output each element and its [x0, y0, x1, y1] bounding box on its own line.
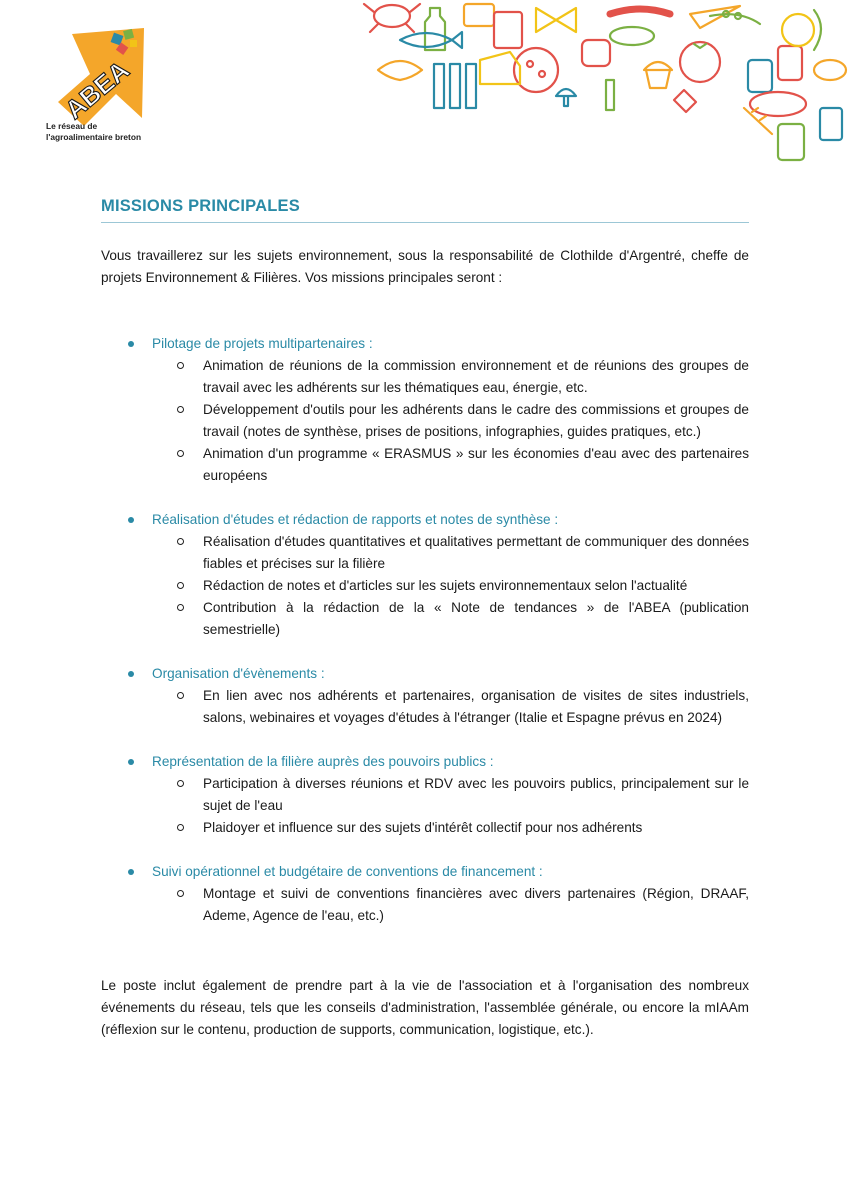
- mission-item: Développement d'outils pour les adhérents dans le cadre des commissions et groupes de travail (notes de synthèse, prises de positions, infographies, guides pratiques, etc.): [101, 399, 749, 443]
- mission-item: Plaidoyer et influence sur des sujets d'intérêt collectif pour nos adhérents: [101, 817, 749, 839]
- circle-bullet-icon: [177, 450, 184, 457]
- mission-title: Pilotage de projets multipartenaires :: [101, 333, 749, 355]
- mission-item: Animation d'un programme « ERASMUS » sur les économies d'eau avec des partenaires européens: [101, 443, 749, 487]
- bullet-icon: [128, 759, 134, 765]
- circle-bullet-icon: [177, 692, 184, 699]
- circle-bullet-icon: [177, 890, 184, 897]
- logo-text: ABEA: [59, 54, 135, 125]
- circle-bullet-icon: [177, 538, 184, 545]
- mission-item: Contribution à la rédaction de la « Note de tendances » de l'ABEA (publication semestrielle): [101, 597, 749, 641]
- circle-bullet-icon: [177, 780, 184, 787]
- closing-paragraph: Le poste inclut également de prendre part à la vie de l'association et à l'organisation des nombreux événements du réseau, tels que les conseils d'administration, l'assemblée générale, ou encore la mIAAm (réflexion sur le contenu, production de supports, communication, logistique, etc.).: [101, 978, 749, 1037]
- mission-title: Organisation d'évènements :: [101, 663, 749, 685]
- intro-paragraph: Vous travaillerez sur les sujets environnement, sous la responsabilité de Clothilde d'Argentré, cheffe de projets Environnement & Filières. Vos missions principales seront :: [101, 248, 749, 285]
- bullet-icon: [128, 517, 134, 523]
- bullet-icon: [128, 671, 134, 677]
- circle-bullet-icon: [177, 824, 184, 831]
- food-illustration-icon: [360, 0, 849, 172]
- circle-bullet-icon: [177, 604, 184, 611]
- mission-item: Réalisation d'études quantitatives et qualitatives permettant de communiquer des données fiables et précises sur la filière: [101, 531, 749, 575]
- mission-title: Réalisation d'études et rédaction de rapports et notes de synthèse :: [101, 509, 749, 531]
- section-heading: MISSIONS PRINCIPALES: [101, 197, 300, 215]
- mission-section: [101, 751, 749, 839]
- mission-section: [101, 861, 749, 927]
- mission-item: Montage et suivi de conventions financières avec divers partenaires (Région, DRAAF, Ademe, Agence de l'eau, etc.): [101, 883, 749, 927]
- mission-item: Animation de réunions de la commission environnement et de réunions des groupes de travail avec les adhérents sur les thématiques eau, énergie, etc.: [101, 355, 749, 399]
- bullet-icon: [128, 341, 134, 347]
- mission-title: Suivi opérationnel et budgétaire de conventions de financement :: [101, 861, 749, 883]
- mission-item: En lien avec nos adhérents et partenaires, organisation de visites de sites industriels, salons, webinaires et voyages d'études à l'étranger (Italie et Espagne prévus en 2024): [101, 685, 749, 729]
- mission-title: Représentation de la filière auprès des pouvoirs publics :: [101, 751, 749, 773]
- logo-tagline: Le réseau de l'agroalimentaire breton: [46, 121, 142, 142]
- mission-section: [101, 333, 749, 487]
- mission-item: Rédaction de notes et d'articles sur les sujets environnementaux selon l'actualité: [101, 575, 749, 597]
- mission-section: [101, 509, 749, 641]
- mission-item: Participation à diverses réunions et RDV avec les pouvoirs publics, principalement sur le sujet de l'eau: [101, 773, 749, 817]
- circle-bullet-icon: [177, 406, 184, 413]
- circle-bullet-icon: [177, 582, 184, 589]
- bullet-icon: [128, 869, 134, 875]
- heading-divider: [101, 222, 749, 223]
- missions-list: [101, 333, 749, 949]
- circle-bullet-icon: [177, 362, 184, 369]
- mission-section: [101, 663, 749, 729]
